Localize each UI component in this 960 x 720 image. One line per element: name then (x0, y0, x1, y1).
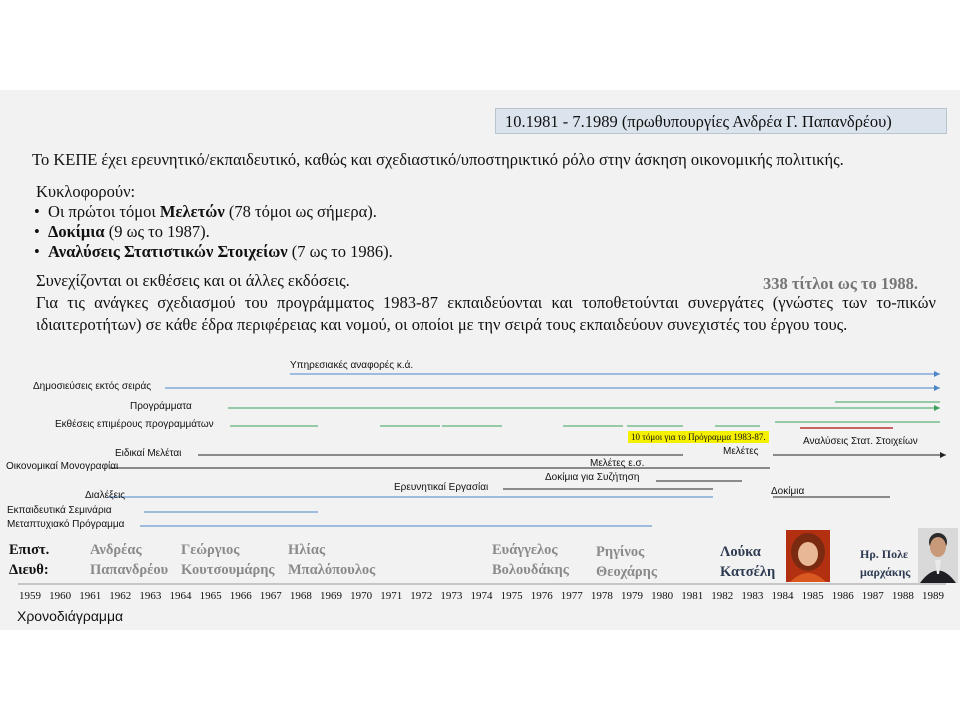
year-tick: 1976 (530, 590, 553, 602)
directors-label: Επιστ. Διευθ: (9, 542, 50, 578)
circulation-item-3: • Αναλύσεις Στατιστικών Στοιχείων (7 ως το 1986). (34, 242, 393, 261)
year-tick: 1966 (229, 590, 252, 602)
label-reports: Εκθέσεις επιμέρους προγραμμάτων (55, 419, 214, 430)
director-katseli: Λούκα Κατσέλη (720, 544, 776, 580)
katseli-portrait (786, 530, 830, 582)
year-tick: 1971 (380, 590, 403, 602)
portrait-woman-icon (786, 530, 830, 582)
year-tick: 1965 (199, 590, 222, 602)
label-discussion: Δοκίμια για Συζήτηση (545, 472, 640, 483)
year-tick: 1973 (440, 590, 463, 602)
slide (0, 90, 960, 630)
director-balopoulos: Ηλίας Μπαλόπουλος (288, 542, 376, 578)
year-tick: 1970 (350, 590, 373, 602)
year-tick: 1988 (891, 590, 914, 602)
year-tick: 1977 (560, 590, 583, 602)
label-monographs: Οικονομικαί Μονογραφίαι (6, 461, 119, 472)
label-studies-es: Μελέτες ε.σ. (590, 458, 645, 469)
label-essays: Δοκίμια (771, 486, 805, 497)
timeline-footer: Χρονοδιάγραμμα (17, 608, 124, 624)
circulation-item-1: • Οι πρώτοι τόμοι Μελετών (78 τόμοι ως σήμερα). (34, 202, 377, 221)
director-polemarchakis: Ηρ. Πολε μαρχάκης (860, 547, 911, 579)
total-titles: 338 τίτλοι ως το 1988. (763, 274, 919, 293)
intro-text: Το ΚΕΠΕ έχει ερευνητικό/εκπαιδευτικό, καθώς και σχεδιαστικό/υποστηρικτικό ρόλο στην άσκηση οικονομικής πολιτικής. (32, 150, 844, 169)
label-services: Υπηρεσιακές αναφορές κ.ά. (290, 360, 414, 371)
year-tick: 1989 (922, 590, 944, 602)
director-theocharis: Ρηγίνος Θεοχάρης (596, 544, 658, 580)
label-lectures: Διαλέξεις (85, 490, 126, 501)
year-tick: 1962 (109, 590, 132, 602)
year-tick: 1986 (831, 590, 854, 602)
year-tick: 1960 (49, 590, 72, 602)
director-koutsoumaris: Γεώργιος Κουτσουμάρης (181, 542, 275, 578)
year-tick: 1964 (169, 590, 192, 602)
label-research: Ερευνητικαί Εργασίαι (394, 482, 489, 493)
year-tick: 1982 (711, 590, 734, 602)
year-tick: 1975 (500, 590, 523, 602)
year-tick: 1981 (681, 590, 704, 602)
year-tick: 1972 (410, 590, 433, 602)
label-programs: Προγράμματα (130, 401, 192, 412)
portrait-man-icon (918, 528, 958, 583)
year-tick: 1969 (320, 590, 342, 602)
year-tick: 1987 (861, 590, 884, 602)
year-tick: 1984 (771, 590, 794, 602)
year-tick: 1983 (741, 590, 764, 602)
label-seminars: Εκπαιδευτικά Σεμινάρια (7, 505, 112, 516)
year-tick: 1980 (651, 590, 674, 602)
circulation-item-2: • Δοκίμια (9 ως το 1987). (34, 222, 210, 241)
year-tick: 1974 (470, 590, 493, 602)
director-voloudakis: Ευάγγελος Βολουδάκης (492, 542, 569, 578)
year-tick: 1963 (139, 590, 162, 602)
polemarchakis-portrait (918, 528, 958, 583)
label-stat-analyses: Αναλύσεις Στατ. Στοιχείων (803, 436, 918, 447)
year-tick: 1985 (801, 590, 824, 602)
planning-paragraph: Για τις ανάγκες σχεδιασμού του προγράμματος 1983-87 εκπαιδεύονται και τοποθετούνται συνεργάτες (γνώστες των το-πικών ιδιαιτεροτήτων) σε κάθε έδρα περιφέρειας και νομού, οι οποίοι με την σειρά τους εκπαιδεύουν συνεχιστές του έργου τους. (36, 293, 936, 334)
year-tick: 1979 (621, 590, 643, 602)
year-tick: 1967 (259, 590, 282, 602)
circulation-heading: Κυκλοφορούν: (36, 182, 136, 201)
label-postgrad: Μεταπτυχιακό Πρόγραμμα (7, 519, 125, 530)
year-tick: 1961 (79, 590, 102, 602)
period-title: 10.1981 - 7.1989 (πρωθυπουργίες Ανδρέα Γ. Παπανδρέου) (505, 112, 892, 131)
label-external: Δημοσιεύσεις εκτός σειράς (33, 381, 152, 392)
year-tick: 1968 (289, 590, 312, 602)
year-tick: 1959 (19, 590, 41, 602)
bullet-icon: • (34, 202, 49, 221)
continue-text: Συνεχίζονται οι εκθέσεις και οι άλλες εκδόσεις. (36, 271, 350, 290)
label-special: Ειδικαί Μελέται (115, 448, 182, 459)
bullet-icon: • (34, 242, 49, 261)
director-papandreou: Ανδρέας Παπανδρέου (90, 542, 169, 578)
bullet-icon: • (34, 222, 49, 241)
label-program-note: 10 τόμοι για το Πρόγραμμα 1983-87. (628, 431, 769, 443)
year-tick: 1978 (590, 590, 613, 602)
label-studies: Μελέτες (723, 446, 759, 457)
